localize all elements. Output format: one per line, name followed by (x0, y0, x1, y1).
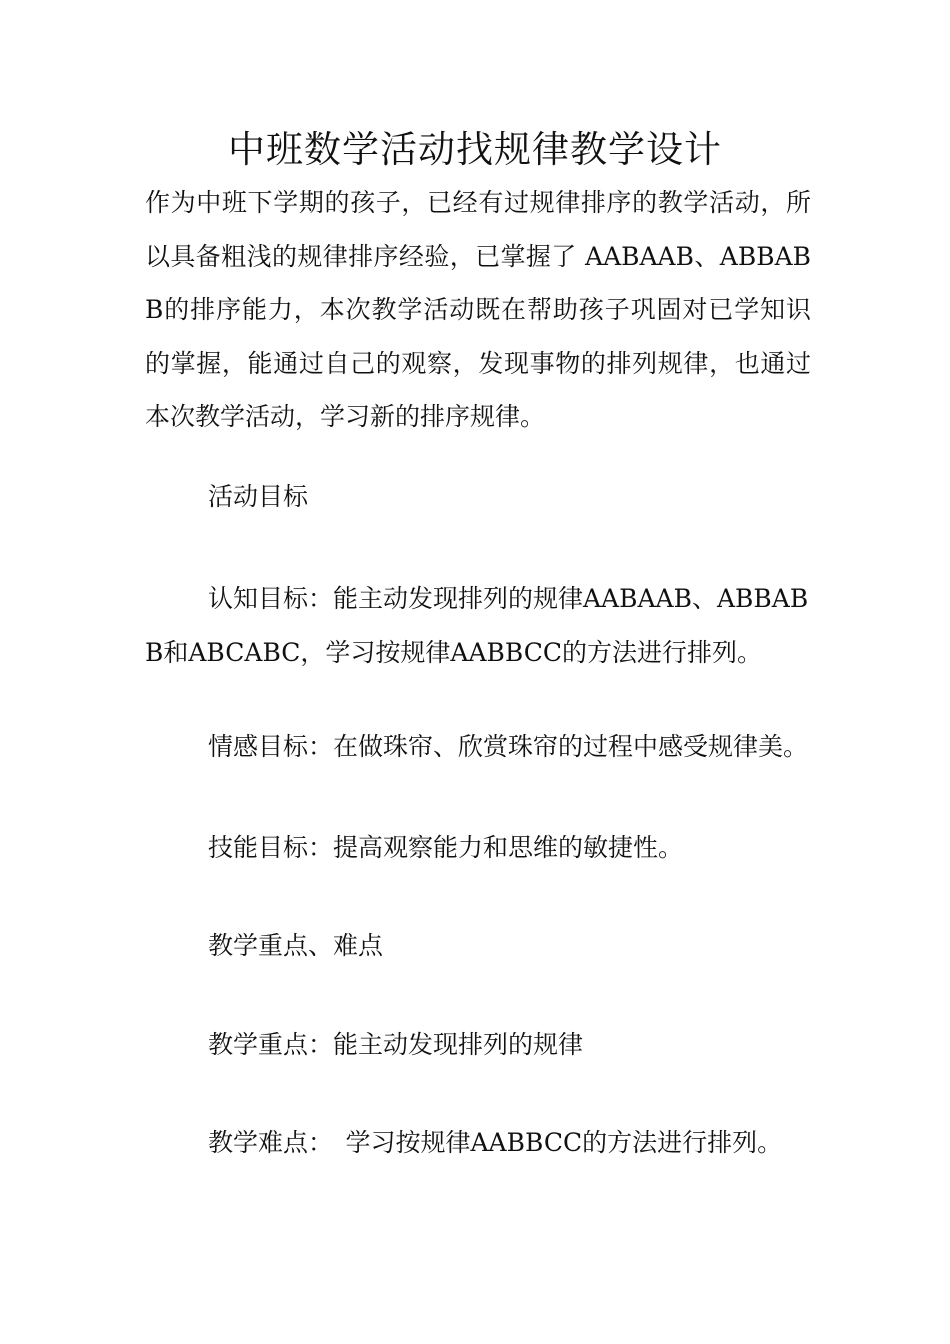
document-title: 中班数学活动找规律教学设计 (228, 128, 722, 171)
key-point-paragraph: 教学重点：能主动发现排列的规律 (208, 1030, 584, 1059)
difficulty-paragraph: 教学难点： 学习按规律AABBCC的方法进行排列。 (208, 1128, 783, 1157)
goal-emotional-paragraph: 情感目标：在做珠帘、欣赏珠帘的过程中感受规律美。 (208, 732, 809, 761)
section-heading-goals: 活动目标 (208, 482, 309, 511)
goal-skill-paragraph: 技能目标：提高观察能力和思维的敏捷性。 (208, 833, 684, 862)
section-heading-key-points: 教学重点、难点 (208, 931, 384, 960)
goal-cognitive-paragraph: 认知目标：能主动发现排列的规律AABAAB、ABBABB和ABCABC，学习按规律AABBCC的方法进行排列。 (145, 584, 809, 667)
intro-paragraph: 作为中班下学期的孩子，已经有过规律排序的教学活动，所以具备粗浅的规律排序经验，已掌握了 AABAAB、ABBABB的排序能力，本次教学活动既在帮助孩子巩固对已学知识的掌握，能通过自己的观察，发现事物的排列规律，也通过本次教学活动，学习新的排序规律。 (145, 188, 811, 431)
